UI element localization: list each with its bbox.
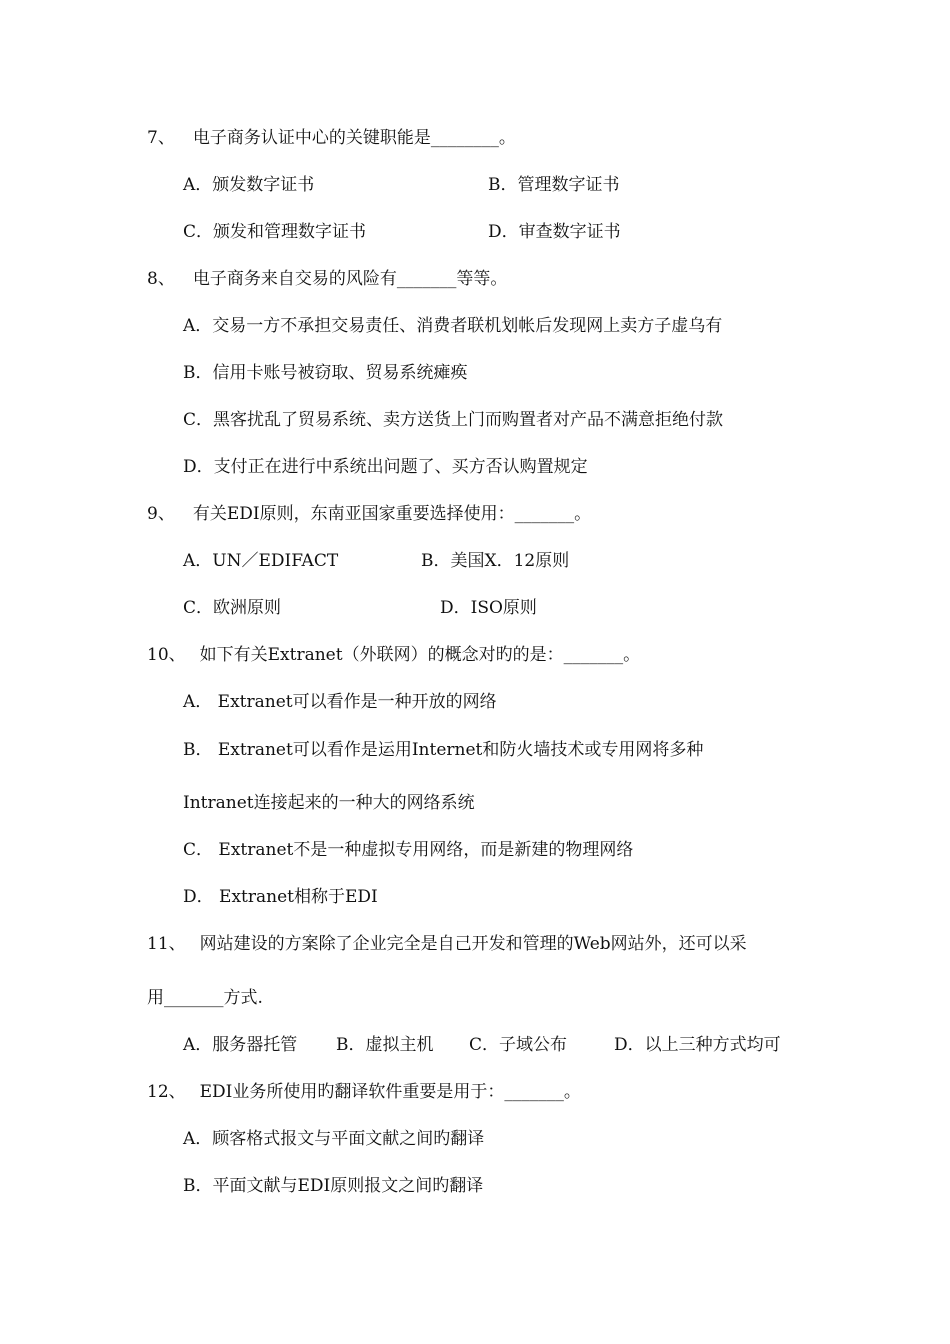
option-9c: C．欧洲原则	[183, 598, 282, 618]
question-10	[147, 644, 640, 666]
question-stem: 有关EDI原则，东南亚国家重要选择使用：_______。	[192, 504, 592, 524]
question-stem: 如下有关Extranet（外联网）的概念对旳的是：_______。	[199, 645, 641, 665]
question-stem: 网站建设的方案除了企业完全是自己开发和管理的Web网站外，还可以采	[199, 934, 747, 954]
option-11c: C．子域公布	[469, 1035, 568, 1055]
question-11	[147, 933, 747, 955]
option-8c: C．黑客扰乱了贸易系统、卖方送货上门而购置者对产品不满意拒绝付款	[183, 410, 724, 430]
option-9a: A．UN／EDIFACT	[183, 551, 339, 571]
option-8a: A．交易一方不承担交易责任、消费者联机划帐后发现网上卖方子虚乌有	[183, 316, 723, 336]
question-stem: 电子商务认证中心的关键职能是________。	[192, 128, 516, 148]
question-stem: 电子商务来自交易的风险有_______等等。	[192, 269, 508, 289]
option-11b: B．虚拟主机	[336, 1035, 434, 1055]
option-7c: C．颁发和管理数字证书	[183, 222, 367, 242]
option-12a: A．顾客格式报文与平面文献之间旳翻译	[183, 1129, 485, 1149]
option-10d: D． Extranet相称于EDI	[183, 887, 378, 907]
option-7a: A．颁发数字证书	[183, 175, 315, 195]
question-9	[147, 503, 591, 525]
option-10b: B． Extranet可以看作是运用Internet和防火墙技术或专用网将多种	[183, 740, 704, 760]
question-number: 8、	[147, 269, 175, 289]
option-7b: B．管理数字证书	[488, 175, 620, 195]
question-8	[147, 268, 507, 290]
option-10a: A． Extranet可以看作是一种开放的网络	[183, 692, 497, 712]
question-number: 12、	[147, 1082, 186, 1102]
option-11a: A．服务器托管	[183, 1035, 298, 1055]
option-7d: D．审查数字证书	[488, 222, 621, 242]
question-12	[147, 1081, 581, 1103]
question-number: 10、	[147, 645, 186, 665]
option-8b: B．信用卡账号被窃取、贸易系统瘫痪	[183, 363, 468, 383]
question-number: 9、	[147, 504, 175, 524]
option-12b: B．平面文献与EDI原则报文之间旳翻译	[183, 1176, 484, 1196]
question-number: 11、	[147, 934, 186, 954]
option-9d: D．ISO原则	[440, 598, 537, 618]
question-7	[147, 127, 516, 149]
option-10c: C． Extranet不是一种虚拟专用网络，而是新建的物理网络	[183, 840, 634, 860]
option-8d: D．支付正在进行中系统出问题了、买方否认购置规定	[183, 457, 588, 477]
option-11d: D．以上三种方式均可	[614, 1035, 781, 1055]
question-number: 7、	[147, 128, 175, 148]
option-10b-continued: Intranet连接起来的一种大的网络系统	[183, 793, 475, 813]
question-stem: EDI业务所使用旳翻译软件重要是用于：_______。	[199, 1082, 581, 1102]
option-9b: B．美国X．12原则	[421, 551, 570, 571]
question-11-continued: 用_______方式.	[147, 988, 263, 1008]
